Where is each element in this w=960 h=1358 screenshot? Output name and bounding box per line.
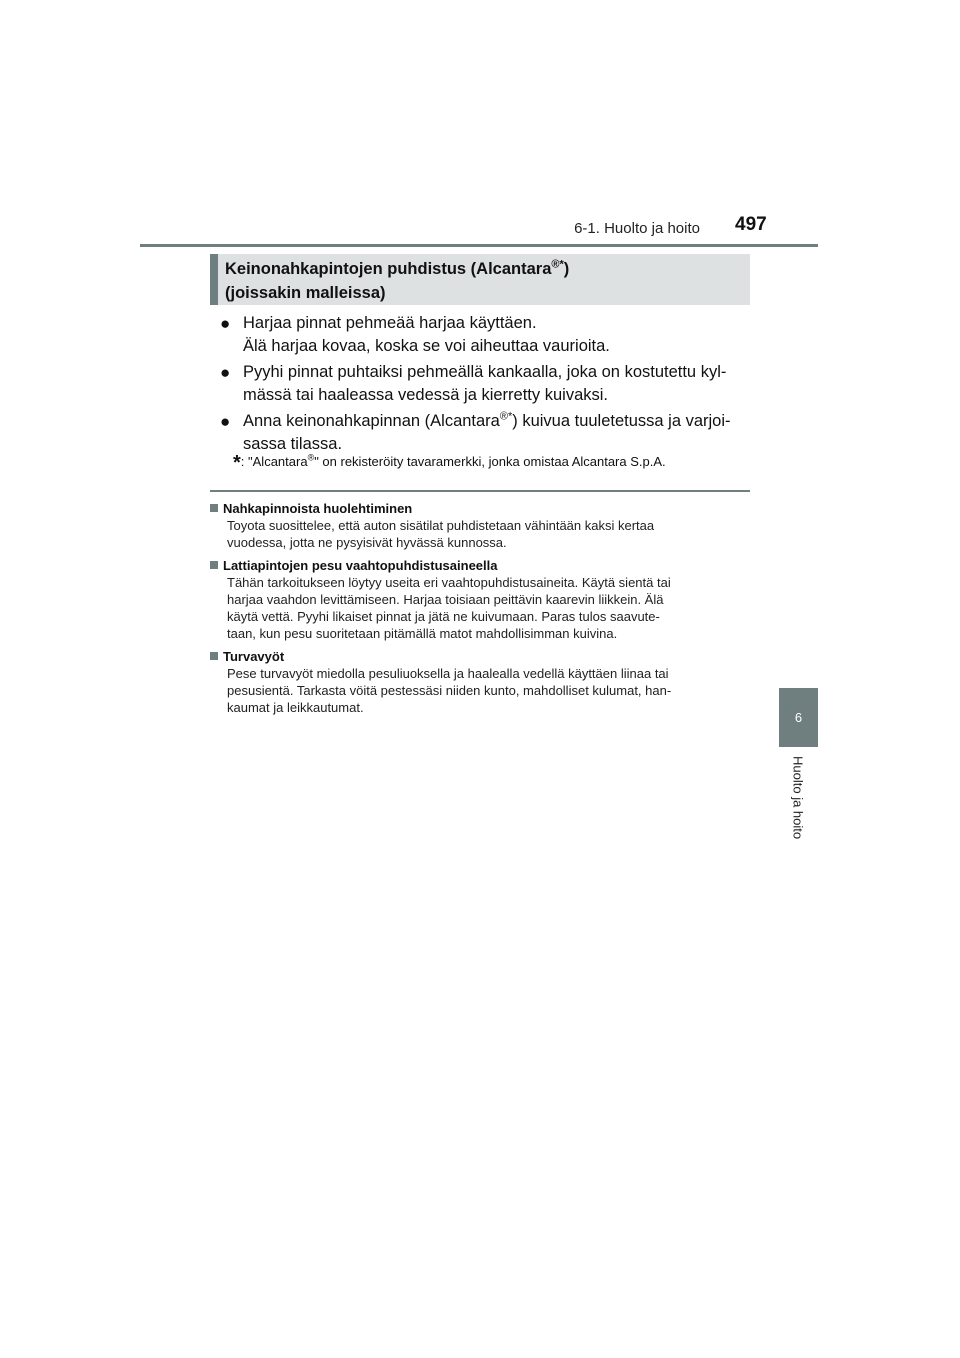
note-title bbox=[210, 500, 744, 517]
bullet-item bbox=[220, 312, 748, 358]
note-line: harjaa vaahdon levittämiseen. Harjaa toisiaan peittävin kaarevin liikkein. Älä bbox=[227, 592, 664, 607]
section-title-box bbox=[210, 254, 750, 305]
section-separator bbox=[210, 490, 750, 492]
footnote-text: " on rekisteröity tavaramerkki, jonka omistaa Alcantara S.p.A. bbox=[314, 454, 666, 469]
page-number: 497 bbox=[735, 214, 767, 235]
note-title-text: Turvavyöt bbox=[223, 649, 285, 664]
square-bullet-icon bbox=[210, 561, 218, 569]
section-title-line1 bbox=[225, 257, 750, 281]
note-line: Tähän tarkoitukseen löytyy useita eri vaahtopuhdistusaineita. Käytä sientä tai bbox=[227, 575, 671, 590]
section-title-line2: (joissakin malleissa) bbox=[225, 284, 386, 302]
note-item bbox=[210, 500, 744, 551]
bullet-line bbox=[243, 410, 748, 433]
note-title-text: Lattiapintojen pesu vaahtopuhdistusaineella bbox=[223, 558, 498, 573]
header-section-title: 6-1. Huolto ja hoito bbox=[574, 220, 700, 237]
title-trademark: ®* bbox=[551, 258, 564, 271]
note-item bbox=[210, 557, 744, 642]
chapter-number: 6 bbox=[794, 710, 803, 725]
bullet-item bbox=[220, 361, 748, 407]
footnote-star: * bbox=[233, 452, 241, 474]
note-line: taan, kun pesu suoritetaan pitämällä matot mahdollisimman kuivina. bbox=[227, 626, 618, 641]
bullet-dot-icon: ● bbox=[220, 412, 231, 431]
bullet-item bbox=[220, 410, 748, 456]
note-title-text: Nahkapinnoista huolehtiminen bbox=[223, 501, 413, 516]
note-body bbox=[210, 517, 744, 551]
footnote bbox=[233, 452, 753, 475]
bullet-text: Anna keinonahkapinnan (Alcantara bbox=[243, 412, 500, 430]
note-line: kaumat ja leikkautumat. bbox=[227, 700, 364, 715]
note-line: Toyota suosittelee, että auton sisätilat puhdistetaan vähintään kaksi kertaa bbox=[227, 518, 655, 533]
note-line: vuodessa, jotta ne pysyisivät hyvässä kunnossa. bbox=[227, 535, 507, 550]
note-body bbox=[210, 665, 744, 716]
trademark-sup: ®* bbox=[499, 410, 513, 423]
footnote-text: : "Alcantara bbox=[240, 454, 308, 469]
bullet-line: mässä tai haaleassa vedessä ja kierretty kuivaksi. bbox=[243, 386, 608, 404]
bullet-line: Harjaa pinnat pehmeää harjaa käyttäen. bbox=[243, 314, 537, 332]
note-title bbox=[210, 648, 744, 665]
bullet-list bbox=[220, 312, 748, 459]
title-text: Keinonahkapintojen puhdistus (Alcantara bbox=[225, 260, 552, 278]
bullet-line: Pyyhi pinnat puhtaiksi pehmeällä kankaalla, joka on kostutettu kyl- bbox=[243, 363, 727, 381]
note-title bbox=[210, 557, 744, 574]
chapter-label: Huolto ja hoito bbox=[790, 756, 806, 840]
bullet-dot-icon: ● bbox=[220, 314, 231, 333]
chapter-side-label bbox=[787, 756, 809, 866]
footnote-trademark: ® bbox=[307, 452, 315, 463]
square-bullet-icon bbox=[210, 504, 218, 512]
bullet-line: sassa tilassa. bbox=[243, 435, 343, 453]
notes-list bbox=[210, 500, 744, 722]
note-body bbox=[210, 574, 744, 642]
header-rule bbox=[140, 244, 818, 247]
bullet-dot-icon: ● bbox=[220, 363, 231, 382]
bullet-text: ) kuivua tuuletetussa ja varjoi- bbox=[512, 412, 731, 430]
note-line: pesusientä. Tarkasta vöitä pestessäsi niiden kunto, mahdolliset kulumat, han- bbox=[227, 683, 672, 698]
note-item bbox=[210, 648, 744, 716]
note-line: käytä vettä. Pyyhi likaiset pinnat ja jätä ne kuivumaan. Paras tulos saavute- bbox=[227, 609, 660, 624]
note-line: Pese turvavyöt miedolla pesuliuoksella ja haalealla vedellä käyttäen liinaa tai bbox=[227, 666, 669, 681]
chapter-tab bbox=[779, 688, 818, 747]
title-close-paren: ) bbox=[563, 260, 570, 278]
bullet-line: Älä harjaa kovaa, koska se voi aiheuttaa vaurioita. bbox=[243, 337, 610, 355]
square-bullet-icon bbox=[210, 652, 218, 660]
